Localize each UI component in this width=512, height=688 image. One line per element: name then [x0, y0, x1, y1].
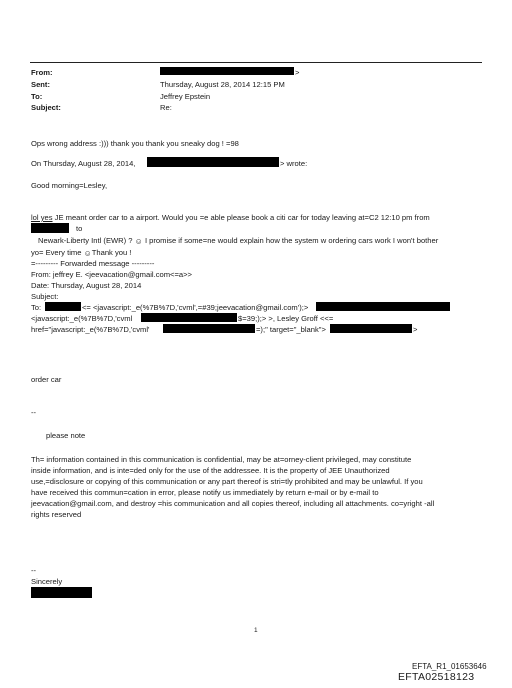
paragraph-line-4a: yo= Every time — [31, 248, 82, 257]
body-line-1: Ops wrong address :))) thank you thank you sneaky dog ! =98 — [31, 139, 239, 148]
subject-label: Subject: — [31, 103, 61, 112]
sincerely-text: Sincerely — [31, 577, 63, 586]
forwarded-to-text: <= <javascript:_e(%7B%7D,'cvml',=#39;jeevacation@gmail.com');> — [82, 303, 309, 312]
from-label: From: — [31, 68, 53, 77]
paragraph-to: to — [76, 224, 83, 233]
forwarded-js-line-3: href="javascript:_e(%7B%7D,'cvml' — [31, 325, 150, 334]
smiley-icon: ☺ — [134, 237, 143, 246]
sent-label: Sent: — [31, 80, 50, 89]
forwarded-js-line-2: <javascript:_e(%7B%7D,'cvml — [31, 314, 133, 323]
paragraph-line-1-rest: JE meant order car to a airport. Would you =e able please book a citi car for today leaving at=C2 12:10 pm from — [52, 213, 430, 222]
signature-dashes: -- — [31, 566, 37, 575]
paragraph-line-1 — [31, 213, 430, 222]
lol-yes-text: lol yes — [31, 213, 53, 222]
sent-value: Thursday, August 28, 2014 12:15 PM — [160, 80, 285, 89]
from-suffix: > — [295, 68, 300, 77]
page-number: 1 — [254, 627, 258, 634]
disclaimer-line: Th= information contained in this communication is confidential, may be at=orney-client privileged, may constitute — [31, 455, 412, 464]
subject-value: Re: — [160, 103, 172, 112]
to-value: Jeffrey Epstein — [160, 92, 211, 101]
forwarded-date: Date: Thursday, August 28, 2014 — [31, 281, 142, 290]
paragraph-line-3b: I promise if some=ne would explain how the system w ordering cars work I won't bother — [144, 236, 439, 245]
forwarded-js-line-3-end: > — [413, 325, 418, 334]
disclaimer-line: inside information, and is inte=ded only for the use of the addressee. It is the property of JEE Unauthorized — [31, 466, 390, 475]
header-rule — [30, 62, 482, 63]
disclaimer-line: jeevacation@gmail.com, and destroy =his communication and all copies thereof, including all attachments. co=yright -all — [31, 499, 435, 508]
paragraph-line-3 — [38, 236, 438, 246]
efta-large-id: EFTA02518123 — [398, 671, 475, 683]
forwarded-subject: Subject: — [31, 292, 59, 301]
redaction-block — [141, 313, 237, 322]
redaction-block — [160, 67, 294, 75]
greeting: Good morning=Lesley, — [31, 181, 108, 190]
forwarded-to-label: To: — [31, 303, 42, 312]
order-car-text: order car — [31, 375, 62, 384]
redaction-block — [316, 302, 450, 311]
forwarded-header: =--------- Forwarded message --------- — [31, 259, 155, 268]
paragraph-line-4 — [31, 248, 131, 258]
redaction-block — [31, 223, 69, 233]
redaction-block — [330, 324, 412, 333]
redaction-block — [147, 157, 279, 167]
redaction-block — [163, 324, 255, 333]
on-suffix: > wrote: — [280, 159, 308, 168]
forwarded-from: From: jeffrey E. <jeevacation@gmail.com<=a>> — [31, 270, 192, 279]
redaction-block — [45, 302, 81, 311]
signature-dashes: -- — [31, 408, 37, 417]
forwarded-js-line-2-tail: $=39;);> >, Lesley Groff <<= — [238, 314, 334, 323]
redaction-block — [31, 587, 92, 598]
on-prefix: On Thursday, August 28, 2014, — [31, 159, 136, 168]
disclaimer-line: use,=disclosure or copying of this communication or any part thereof is stri=tly prohibited and may be unlawful. If you — [31, 477, 423, 486]
smiley-icon: ☺ — [83, 249, 92, 258]
please-note-text: please note — [46, 431, 86, 440]
airport-text: Newark-Liberty Intl (EWR) ? — [38, 236, 133, 245]
disclaimer-line: have received this commun=cation in error, please notify us immediately by return e-mail or by e-mail to — [31, 488, 379, 497]
forwarded-js-line-3-tail: =);" target="_blank"> — [256, 325, 326, 334]
efta-small-id: EFTA_R1_01653646 — [412, 662, 487, 671]
thank-you-text: Thank you ! — [91, 248, 132, 257]
to-label: To: — [31, 92, 43, 101]
disclaimer-line: rights reserved — [31, 510, 82, 519]
